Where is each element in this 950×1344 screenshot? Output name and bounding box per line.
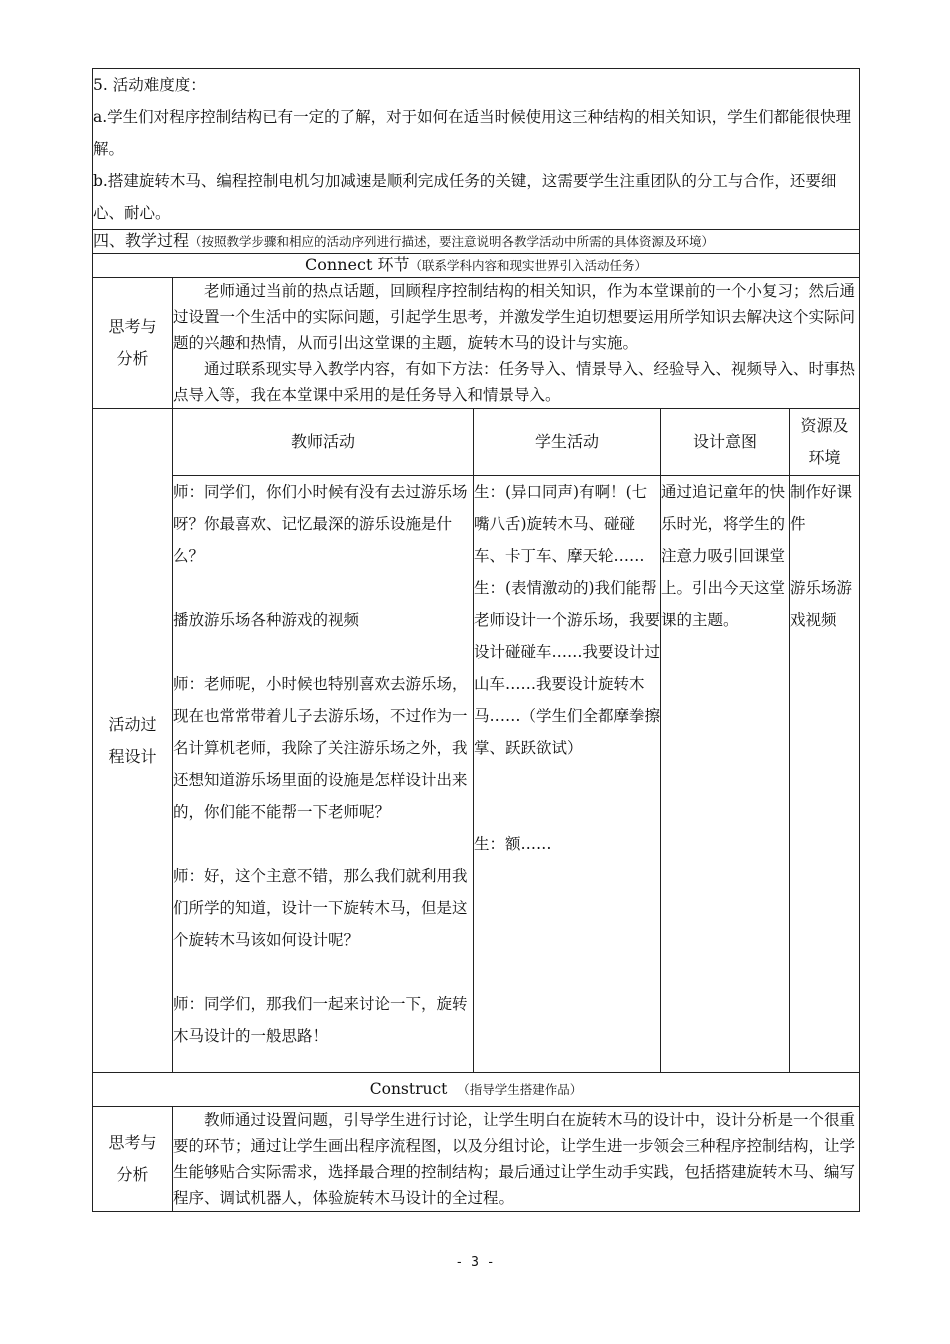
teacher-activity-cell — [173, 476, 474, 1073]
connect-header-cell — [93, 254, 860, 278]
label-line: 分析 — [116, 349, 149, 368]
teacher-line: 师：同学们，你们小时候有没有去过游乐场呀？你最喜欢、记忆最深的游乐设施是什么？ — [173, 483, 468, 565]
label-line: 程设计 — [108, 746, 157, 766]
activity-design-label — [93, 409, 173, 1073]
design-intent-cell — [661, 476, 790, 1073]
difficulty-row — [93, 69, 860, 230]
label-line: 活动过 — [108, 714, 157, 734]
label-line: 思考与 — [108, 317, 157, 336]
construct-analysis-text — [173, 1107, 860, 1212]
resource-header — [790, 409, 860, 476]
process-header-cell — [93, 230, 860, 254]
student-activity-header: 学生活动 — [474, 409, 661, 476]
difficulty-cell — [93, 69, 860, 230]
student-line: 生：额…… — [474, 835, 552, 853]
page-number: - 3 - — [455, 1255, 495, 1270]
difficulty-item-a: a.学生们对程序控制结构已有一定的了解，对于如何在适当时候使用这三种结构的相关知识，学生们都能很快理解。 — [93, 108, 852, 158]
difficulty-item-b: b.搭建旋转木马、编程控制电机匀加减速是顺利完成任务的关键，这需要学生注重团队的分工与合作，还要细心、耐心。 — [93, 172, 837, 222]
construct-header-row — [93, 1073, 860, 1107]
construct-title: Construct — [369, 1080, 448, 1098]
connect-analysis-label — [93, 278, 173, 409]
header-line: 资源及 — [800, 416, 849, 435]
header-line: 环境 — [808, 448, 841, 467]
paragraph: 教师通过设置问题，引导学生进行讨论，让学生明白在旋转木马的设计中，设计分析是一个很重要的环节；通过让学生画出程序流程图，以及分组讨论，让学生进一步领会三种程序控制结构，让学生能够贴合实际需求，选择最合理的控制结构；最后通过让学生动手实践，包括搭建旋转木马、编写程序、调试机器人，体验旋转木马设计的全过程。 — [173, 1111, 856, 1207]
teacher-line: 师：好，这个主意不错，那么我们就利用我们所学的知道，设计一下旋转木马，但是这个旋转木马该如何设计呢？ — [173, 867, 468, 949]
teacher-activity-header: 教师活动 — [173, 409, 474, 476]
design-intent-header: 设计意图 — [661, 409, 790, 476]
lesson-plan-table — [92, 68, 860, 1212]
student-line: 生：(异口同声)有啊！(七嘴八舌)旋转木马、碰碰车、卡丁车、摩天轮…… — [474, 483, 648, 565]
process-note: （按照教学步骤和相应的活动序列进行描述，要注意说明各教学活动中所需的具体资源及环境） — [189, 234, 715, 249]
connect-analysis-text — [173, 278, 860, 409]
connect-analysis-row — [93, 278, 860, 409]
difficulty-heading: 5. 活动难度度： — [93, 76, 206, 94]
student-activity-cell — [474, 476, 661, 1073]
connect-header-row — [93, 254, 860, 278]
construct-analysis-row — [93, 1107, 860, 1212]
document-page — [92, 68, 859, 1212]
construct-analysis-label — [93, 1107, 173, 1212]
intent-text: 通过追记童年的快乐时光，将学生的注意力吸引回课堂上。引出今天这堂课的主题。 — [661, 483, 786, 629]
resource-item: 游乐场游戏视频 — [790, 579, 853, 629]
resource-cell — [790, 476, 860, 1073]
label-line: 思考与 — [108, 1133, 157, 1152]
paragraph: 老师通过当前的热点话题，回顾程序控制结构的相关知识，作为本堂课前的一个小复习；然后通过设置一个生活中的实际问题，引起学生思考，并激发学生迫切想要运用所学知识去解决这个实际问题的兴趣和热情，从而引出这堂课的主题，旋转木马的设计与实施。 — [173, 282, 856, 352]
connect-title: Connect 环节 — [305, 255, 410, 274]
connect-note: （联系学科内容和现实世界引入活动任务） — [409, 258, 647, 273]
student-line: 生：(表情激动的)我们能帮老师设计一个游乐场，我要设计碰碰车……我要设计过山车……我要设计旋转木马……（学生们全都摩拳擦掌、跃跃欲试） — [474, 579, 661, 757]
process-header-row — [93, 230, 860, 254]
teacher-line: 播放游乐场各种游戏的视频 — [173, 611, 360, 629]
label-line: 分析 — [116, 1165, 149, 1184]
activity-content-row — [93, 476, 860, 1073]
paragraph: 通过联系现实导入教学内容，有如下方法：任务导入、情景导入、经验导入、视频导入、时事热点导入等，我在本堂课中采用的是任务导入和情景导入。 — [173, 360, 856, 404]
resource-item: 制作好课件 — [790, 483, 853, 533]
teacher-line: 师：同学们，那我们一起来讨论一下，旋转木马设计的一般思路！ — [173, 995, 468, 1045]
construct-note: （指导学生搭建作品） — [457, 1082, 583, 1097]
activity-header-row — [93, 409, 860, 476]
construct-header-cell — [93, 1073, 860, 1107]
teacher-line: 师：老师呢，小时候也特别喜欢去游乐场，现在也常常带着儿子去游乐场，不过作为一名计算机老师，我除了关注游乐场之外，我还想知道游乐场里面的设施是怎样设计出来的，你们能不能帮一下老师呢？ — [173, 675, 468, 821]
process-title: 四、教学过程 — [93, 231, 190, 250]
